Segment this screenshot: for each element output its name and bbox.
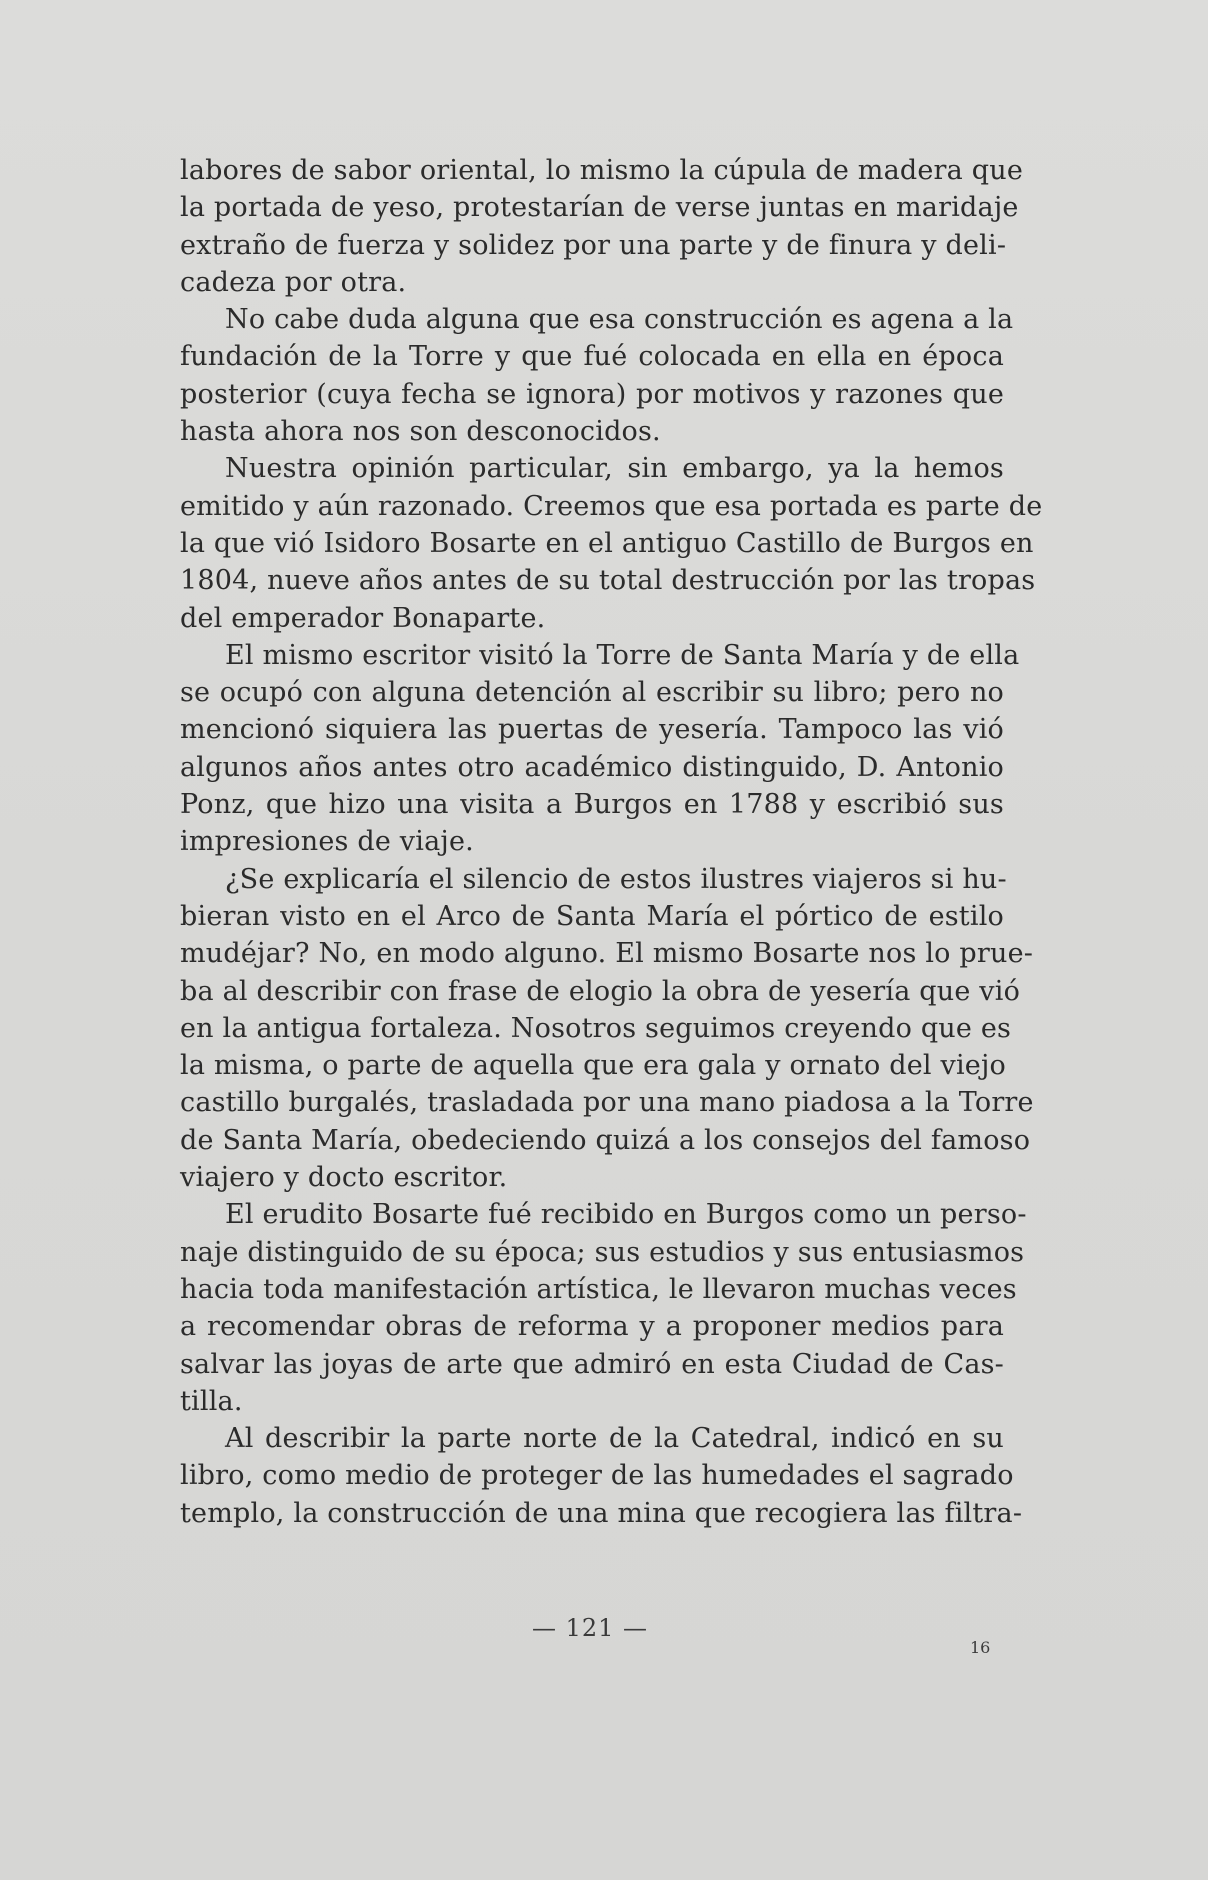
text-line: El erudito Bosarte fué recibido en Burgos como un perso- — [225, 1199, 1027, 1231]
text-line: labores de sabor oriental, lo mismo la cúpula de madera que — [180, 155, 1023, 186]
text-line: ¿Se explicaría el silencio de estos ilustres viajeros si hu- — [225, 863, 1007, 895]
text-line: en la antigua fortaleza. Nosotros seguimos creyendo que es — [180, 1012, 1012, 1044]
text-line: ba al describir con frase de elogio la obra de yesería que vió — [180, 975, 1021, 1007]
text-line: naje distinguido de su época; sus estudios y sus entusiasmos — [180, 1236, 1025, 1268]
text-line: libro, como medio de proteger de las humedades el sagrado — [180, 1460, 1014, 1492]
text-line: la portada de yeso, protestarían de verse juntas en maridaje — [180, 192, 1019, 224]
text-line: hasta ahora nos son desconocidos. — [180, 416, 661, 448]
text-line: posterior (cuya fecha se ignora) por motivos y razones que — [180, 378, 1004, 410]
signature-mark: 16 — [970, 1638, 991, 1657]
text-line: emitido y aún razonado. Creemos que esa portada es parte de — [180, 490, 1043, 522]
text-line: 1804, nueve años antes de su total destrucción por las tropas — [180, 565, 1036, 597]
body-text — [180, 152, 1043, 1532]
text-line: la misma, o parte de aquella que era gala y ornato del viejo — [180, 1050, 1006, 1082]
text-line: se ocupó con alguna detención al escribir su libro; pero no — [180, 677, 1004, 709]
text-line: No cabe duda alguna que esa construcción es agena a la — [225, 304, 1014, 336]
text-line: fundación de la Torre y que fué colocada en ella en época — [180, 341, 1004, 373]
text-line: a recomendar obras de reforma y a proponer medios para — [180, 1311, 1004, 1343]
text-line: salvar las joyas de arte que admiró en esta Ciudad de Cas- — [180, 1348, 1004, 1380]
text-line: Ponz, que hizo una visita a Burgos en 1788 y escribió sus — [180, 789, 1004, 821]
page-number: — 121 — — [531, 1614, 649, 1642]
text-line: del emperador Bonaparte. — [180, 602, 546, 634]
text-line: algunos años antes otro académico distinguido, D. Antonio — [180, 751, 1004, 783]
text-line: templo, la construcción de una mina que recogiera las filtra- — [180, 1497, 1023, 1529]
text-line: viajero y docto escritor. — [180, 1162, 508, 1194]
text-line: hacia toda manifestación artística, le llevaron muchas veces — [180, 1273, 1017, 1305]
text-line: tilla. — [180, 1385, 243, 1417]
text-line: El mismo escritor visitó la Torre de Santa María y de ella — [225, 639, 1020, 671]
text-line: cadeza por otra. — [180, 266, 407, 298]
text-line: la que vió Isidoro Bosarte en el antiguo Castillo de Burgos en — [180, 527, 1034, 559]
text-line: bieran visto en el Arco de Santa María el pórtico de estilo — [180, 900, 1004, 932]
text-line: extraño de fuerza y solidez por una parte y de finura y deli- — [180, 229, 1007, 261]
text-line: mudéjar? No, en modo alguno. El mismo Bosarte nos lo prue- — [180, 938, 1034, 970]
text-line: mencionó siquiera las puertas de yesería. Tampoco las vió — [180, 714, 1004, 746]
text-line: Nuestra opinión particular, sin embargo, ya la hemos — [225, 453, 1004, 485]
text-line: Al describir la parte norte de la Catedral, indicó en su — [225, 1423, 1004, 1455]
text-line: de Santa María, obedeciendo quizá a los consejos del famoso — [180, 1124, 1031, 1156]
text-line: castillo burgalés, trasladada por una mano piadosa a la Torre — [180, 1087, 1034, 1119]
text-line: impresiones de viaje. — [180, 826, 474, 858]
